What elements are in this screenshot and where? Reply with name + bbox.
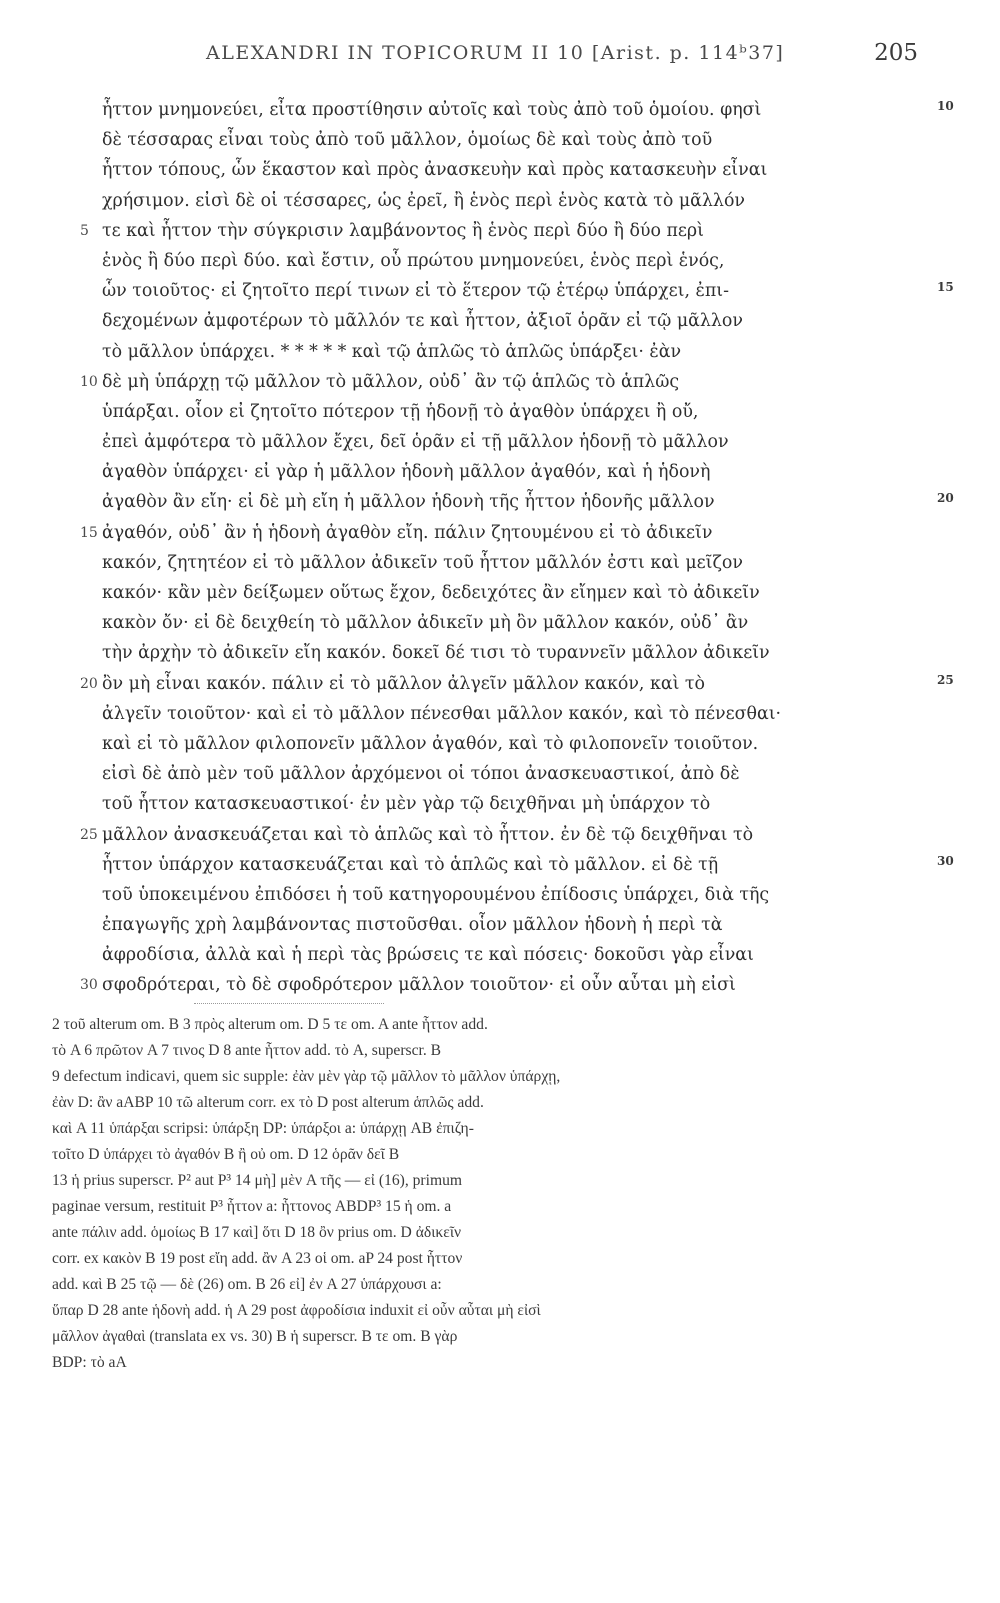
greek-text: κακὸν ὄν· εἰ δὲ δειχθείη τὸ μᾶλλον ἀδικεῖν μὴ ὂν μᾶλλον κακόν, οὐδ᾽ ἂν bbox=[102, 613, 749, 634]
text-line bbox=[80, 337, 970, 367]
page-number: 205 bbox=[874, 40, 918, 66]
text-line bbox=[80, 397, 970, 427]
text-line bbox=[80, 125, 970, 155]
greek-text: τὴν ἀρχὴν τὸ ἀδικεῖν εἴη κακόν. δοκεῖ δέ τισι τὸ τυραννεῖν μᾶλλον ἀδικεῖν bbox=[102, 643, 770, 664]
text-line bbox=[80, 940, 970, 970]
apparatus-line: corr. ex κακὸν B 19 post εἴη add. ἂν A 23 οἱ om. aP 24 post ἧττον bbox=[52, 1250, 463, 1267]
apparatus-line: μᾶλλον ἀγαθαὶ (translata ex vs. 30) B ἡ superscr. B τε om. B γὰρ bbox=[52, 1328, 458, 1345]
greek-text: κακόν· κἂν μὲν δείξωμεν οὕτως ἔχον, δεδειχότες ἂν εἴημεν καὶ τὸ ἀδικεῖν bbox=[102, 583, 760, 603]
running-header bbox=[96, 42, 918, 76]
line-number: 5 bbox=[80, 222, 89, 239]
line-number: 30 bbox=[80, 977, 98, 994]
greek-text: καὶ εἰ τὸ μᾶλλον φιλοπονεῖν μᾶλλον ἀγαθόν, καὶ τὸ φιλοπονεῖν τοιοῦτον. bbox=[102, 733, 759, 754]
text-line bbox=[80, 699, 970, 729]
greek-text: σφοδρότεραι, τὸ δὲ σφοδρότερον μᾶλλον τοιοῦτον· εἰ οὖν αὗται μὴ εἰσὶ bbox=[102, 975, 736, 996]
line-number: 10 bbox=[80, 373, 98, 390]
text-line bbox=[80, 578, 970, 608]
line-number: 25 bbox=[80, 826, 98, 843]
greek-text: δὲ τέσσαρας εἶναι τοὺς ἀπὸ τοῦ μᾶλλον, ὁμοίως δὲ καὶ τοὺς ἀπὸ τοῦ bbox=[102, 130, 713, 151]
text-line bbox=[80, 548, 970, 578]
text-line bbox=[80, 427, 970, 457]
greek-text: ὧν τοιοῦτος· εἰ ζητοῖτο περί τινων εἰ τὸ ἕτερον τῷ ἑτέρῳ ὑπάρχει, ἐπι- bbox=[102, 281, 729, 302]
greek-text: ἧττον μνημονεύει, εἶτα προστίθησιν αὐτοῖς καὶ τοὺς ἀπὸ τοῦ ὁμοίου. φησὶ bbox=[102, 100, 762, 120]
text-line bbox=[80, 850, 970, 880]
greek-text: ἑνὸς ἢ δύο περὶ δύο. καὶ ἔστιν, οὗ πρώτου μνημονεύει, ἑνὸς περὶ ἑνός, bbox=[102, 250, 725, 271]
text-line bbox=[80, 970, 970, 1000]
apparatus-line: ante πάλιν add. ὁμοίως B 17 καὶ] ὅτι D 18 ὂν prius om. D ἀδικεῖν bbox=[52, 1224, 462, 1241]
apparatus-line: ἐὰν D: ἂν aABP 10 τῶ alterum corr. ex τὸ D post alterum ἁπλῶς add. bbox=[52, 1094, 484, 1111]
text-line bbox=[80, 306, 970, 336]
greek-text: τοῦ ἧττον κατασκευαστικοί· ἐν μὲν γὰρ τῷ δειχθῆναι μὴ ὑπάρχον τὸ bbox=[102, 794, 711, 815]
greek-text: εἰσὶ δὲ ἀπὸ μὲν τοῦ μᾶλλον ἀρχόμενοι οἱ τόποι ἀνασκευαστικοί, ἀπὸ δὲ bbox=[102, 764, 740, 785]
text-line bbox=[80, 910, 970, 940]
greek-text: τε καὶ ἧττον τὴν σύγκρισιν λαμβάνοντος ἢ ἑνὸς περὶ δύο ἢ δύο περὶ bbox=[102, 220, 704, 241]
apparatus-line: BDP: τὸ aA bbox=[52, 1354, 127, 1371]
greek-text: ἀφροδίσια, ἀλλὰ καὶ ἡ περὶ τὰς βρώσεις τε καὶ πόσεις· δοκοῦσι γὰρ εἶναι bbox=[102, 945, 754, 966]
apparatus-line: 9 defectum indicavi, quem sic supple: ἐὰν μὲν γὰρ τῷ μᾶλλον τὸ μᾶλλον ὑπάρχῃ, bbox=[52, 1068, 561, 1085]
apparatus-line: add. καὶ B 25 τῷ — δὲ (26) om. B 26 εἰ] ἐν A 27 ὑπάρχουσι a: bbox=[52, 1276, 442, 1293]
greek-text: ὂν μὴ εἶναι κακόν. πάλιν εἰ τὸ μᾶλλον ἀλγεῖν μᾶλλον κακόν, καὶ τὸ bbox=[102, 673, 706, 694]
greek-text: τοῦ ὑποκειμένου ἐπιδόσει ἡ τοῦ κατηγορουμένου ἐπίδοσις ὑπάρχει, διὰ τῆς bbox=[102, 884, 770, 905]
text-line bbox=[80, 367, 970, 397]
apparatus-line: 13 ἡ prius superscr. P² aut P³ 14 μὴ] μὲν A τῆς — εἰ (16), primum bbox=[52, 1172, 463, 1189]
greek-text: ἐπαγωγῆς χρὴ λαμβάνοντας πιστοῦσθαι. οἷον μᾶλλον ἡδονὴ ἡ περὶ τὰ bbox=[102, 915, 723, 936]
greek-text: ὑπάρξαι. οἷον εἰ ζητοῖτο πότερον τῇ ἡδονῇ τὸ ἀγαθὸν ὑπάρχει ἢ οὔ, bbox=[102, 401, 699, 422]
text-line bbox=[80, 518, 970, 548]
text-line bbox=[80, 95, 970, 125]
greek-text: μᾶλλον ἀνασκευάζεται καὶ τὸ ἁπλῶς καὶ τὸ ἧττον. ἐν δὲ τῷ δειχθῆναι τὸ bbox=[102, 824, 754, 845]
margin-line-number: 10 bbox=[937, 99, 954, 113]
greek-main-text bbox=[80, 95, 970, 1001]
text-line bbox=[80, 186, 970, 216]
apparatus-line: τὸ A 6 πρῶτον A 7 τινος D 8 ante ἧττον add. τὸ A, superscr. B bbox=[52, 1042, 442, 1059]
text-line bbox=[80, 880, 970, 910]
text-line bbox=[80, 759, 970, 789]
footnote-separator bbox=[194, 1003, 384, 1004]
greek-text: ἀγαθόν, οὐδ᾽ ἂν ἡ ἡδονὴ ἀγαθὸν εἴη. πάλιν ζητουμένου εἰ τὸ ἀδικεῖν bbox=[102, 522, 713, 543]
greek-text: ἀγαθὸν ἂν εἴη· εἰ δὲ μὴ εἴη ἡ μᾶλλον ἡδονὴ τῆς ἧττον ἡδονῆς μᾶλλον bbox=[102, 492, 715, 513]
greek-text: τὸ μᾶλλον ὑπάρχει. * * * * * καὶ τῷ ἁπλῶς τὸ ἁπλῶς ὑπάρξει· ἐὰν bbox=[102, 341, 682, 362]
greek-text: ἀγαθὸν ὑπάρχει· εἰ γὰρ ἡ μᾶλλον ἡδονὴ μᾶλλον ἀγαθόν, καὶ ἡ ἡδονὴ bbox=[102, 462, 711, 483]
critical-apparatus bbox=[52, 1012, 932, 1376]
text-line bbox=[80, 457, 970, 487]
greek-text: κακόν, ζητητέον εἰ τὸ μᾶλλον ἀδικεῖν τοῦ ἧττον μᾶλλόν ἐστι καὶ μεῖζον bbox=[102, 552, 743, 573]
greek-text: ἐπεὶ ἀμφότερα τὸ μᾶλλον ἔχει, δεῖ ὁρᾶν εἰ τῇ μᾶλλον ἡδονῇ τὸ μᾶλλον bbox=[102, 432, 729, 453]
margin-line-number: 30 bbox=[937, 853, 954, 868]
margin-line-number: 20 bbox=[937, 491, 954, 506]
text-line bbox=[80, 820, 970, 850]
text-line bbox=[80, 789, 970, 819]
text-line bbox=[80, 729, 970, 759]
greek-text: ἧττον ὑπάρχον κατασκευάζεται καὶ τὸ ἁπλῶς καὶ τὸ μᾶλλον. εἰ δὲ τῇ bbox=[102, 854, 719, 875]
running-title: ALEXANDRI IN TOPICORUM II 10 [Arist. p. 114ᵇ37] bbox=[206, 42, 785, 64]
apparatus-line: paginae versum, restituit P³ ἧττον a: ἧττονος ABDP³ 15 ἡ om. a bbox=[52, 1198, 452, 1215]
apparatus-line: καὶ A 11 ὑπάρξαι scripsi: ὑπάρξη DP: ὑπάρξοι a: ὑπάρχῃ AB ἐπιζη- bbox=[52, 1120, 474, 1137]
apparatus-line: 2 τοῦ alterum om. B 3 πρὸς alterum om. D 5 τε om. A ante ἧττον add. bbox=[52, 1016, 488, 1033]
apparatus-line: ὕπαρ D 28 ante ἡδονὴ add. ἡ A 29 post ἀφροδίσια induxit εἰ οὖν αὗται μὴ εἰσὶ bbox=[52, 1302, 541, 1319]
text-line bbox=[80, 487, 970, 517]
text-line bbox=[80, 608, 970, 638]
line-number: 15 bbox=[80, 524, 98, 541]
margin-line-number: 15 bbox=[937, 280, 954, 295]
text-line bbox=[80, 638, 970, 668]
margin-line-number: 25 bbox=[937, 672, 954, 687]
apparatus-line: τοῖτο D ὑπάρχει τὸ ἀγαθόν B ἢ οὐ om. D 12 ὁρᾶν δεῖ B bbox=[52, 1146, 400, 1163]
greek-text: ἧττον τόπους, ὧν ἕκαστον καὶ πρὸς ἀνασκευὴν καὶ πρὸς κατασκευὴν εἶναι bbox=[102, 160, 768, 181]
text-line bbox=[80, 155, 970, 185]
greek-text: δὲ μὴ ὑπάρχῃ τῷ μᾶλλον τὸ μᾶλλον, οὐδ᾽ ἂν τῷ ἁπλῶς τὸ ἁπλῶς bbox=[102, 371, 680, 392]
greek-text: δεχομένων ἀμφοτέρων τὸ μᾶλλόν τε καὶ ἧττον, ἀξιοῖ ὁρᾶν εἰ τῷ μᾶλλον bbox=[102, 311, 743, 332]
text-line bbox=[80, 216, 970, 246]
line-number: 20 bbox=[80, 675, 98, 692]
greek-text: χρήσιμον. εἰσὶ δὲ οἱ τέσσαρες, ὡς ἐρεῖ, ἢ ἑνὸς περὶ ἑνὸς κατὰ τὸ μᾶλλόν bbox=[102, 190, 745, 211]
greek-text: ἀλγεῖν τοιοῦτον· καὶ εἰ τὸ μᾶλλον πένεσθαι μᾶλλον κακόν, καὶ τὸ πένεσθαι· bbox=[102, 703, 782, 724]
text-line bbox=[80, 669, 970, 699]
text-line bbox=[80, 276, 970, 306]
text-line bbox=[80, 246, 970, 276]
